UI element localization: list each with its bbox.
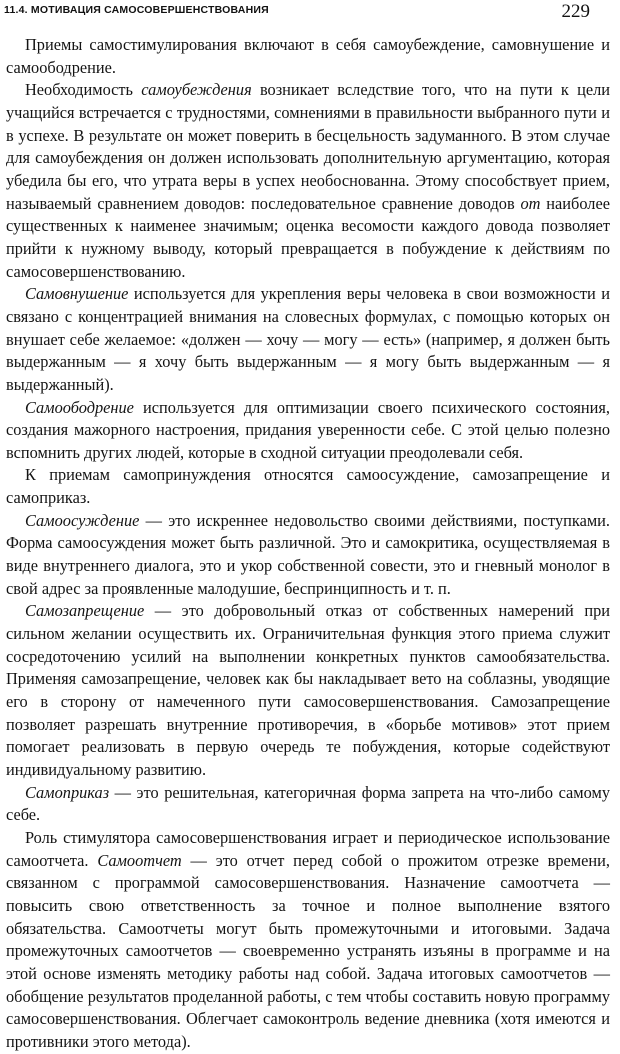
- running-head: 11.4. МОТИВАЦИЯ САМОСОВЕРШЕНСТВОВАНИЯ: [4, 4, 269, 16]
- paragraph-text: К приемам самопринуждения относятся самоосуждение, самозапрещение и самоприказ.: [6, 465, 610, 508]
- term-italic: Самоосуждение: [25, 510, 140, 530]
- paragraph: [6, 79, 610, 283]
- paragraph-text: Приемы самостимулирования включают в себя самоубеждение, самовнушение и самоободрение.: [6, 35, 610, 77]
- paragraph: [6, 464, 610, 509]
- paragraph-text: наиболее существенных к наименее значимым; оценка весомости каждого довода позволяет прийти к нужному выводу, который превращается в побуждение к действиям по самосовершенствованию.: [6, 193, 610, 281]
- paragraph-text: — это отчет перед собой о прожитом отрезке времени, связанном с программой самосовершенствования. Назначение самоотчета — повысить свою ответственность за точное и полное выполнение взятого обязательства. Самоотчеты могут быть промежуточными и итоговыми. Задача промежуточных самоотчетов — своевременно устранять изъяны в программе и на этой основе изменять методику работы над собой. Задача итоговых самоотчетов — обобщение результатов проделанной работы, с тем чтобы составить новую программу самосовершенствования. Облегчает самоконтроль ведение дневника (хотя имеются и противники этого метода).: [6, 850, 610, 1051]
- paragraph-text: Необходимость: [25, 80, 142, 100]
- paragraph: [6, 510, 610, 601]
- term-italic: самоубеждения: [141, 80, 252, 100]
- paragraph-text: — это добровольный отказ от собственных намерений при сильном желании осуществить их. Ограничительная функция этого приема служит сосредоточению усилий на выполнении конкретных пунктов самообязательства. Применяя самозапрещение, человек как бы накладывает вето на соблазны, уводящие его в сторону от намеченного пути самосовершенствования. Самозапрещение позволяет разрешать внутренние противоречия, в «борьбе мотивов» этот прием помогает реализовать в первую очередь те побуждения, которые содействуют индивидуальному развитию.: [6, 601, 610, 779]
- paragraph: [6, 600, 610, 781]
- term-italic: Самовнушение: [25, 284, 129, 304]
- term-italic: Самоприказ: [25, 782, 110, 802]
- page-number: 229: [561, 1, 590, 22]
- paragraph: [6, 34, 610, 79]
- paragraph: [6, 782, 610, 827]
- paragraph-text: — это решительная, категоричная форма запрета на что-либо самому себе.: [6, 782, 610, 825]
- paragraph-text: Роль стимулятора самосовершенствования играет и периодическое использование самоотчета.: [6, 827, 610, 870]
- paragraph: [6, 397, 610, 465]
- body-text: [6, 34, 610, 1054]
- term-italic: от: [520, 193, 541, 213]
- paragraph-text: возникает вследствие того, что на пути к цели учащийся встречается с трудностями, сомнениями в правильности выбранного пути и в успехе. В результате он может поверить в бесцельность задуманного. В этом случае для самоубеждения он должен использовать дополнительную аргументацию, которая убедила бы его, что утрата веры в успех необоснованна. Этому способствует прием, называемый сравнением доводов: последовательное сравнение доводов: [6, 80, 610, 213]
- paragraph: [6, 827, 610, 1054]
- paragraph-text: — это искреннее недовольство своими действиями, поступками. Форма самоосуждения может быть различной. Это и самокритика, осуществляемая в виде внутреннего диалога, это и укор собственной совести, это и гневный монолог в свой адрес за проявленные малодушие, беспринципность и т. п.: [6, 510, 610, 598]
- paragraph-text: используется для укрепления веры человека в свои возможности и связано с концентрацией внимания на словесных формулах, с помощью которых он внушает себе желаемое: «должен — хочу — могу — есть» (например, я должен быть выдержанным — я хочу быть выдержанным — я могу быть выдержанным — я выдержанный).: [6, 284, 610, 394]
- term-italic: Самоотчет: [97, 850, 182, 870]
- term-italic: Самоободрение: [25, 397, 134, 417]
- term-italic: Самозапрещение: [25, 601, 145, 621]
- paragraph: [6, 283, 610, 396]
- paragraph-text: используется для оптимизации своего психического состояния, создания мажорного настроения, придания уверенности себе. С этой целью полезно вспомнить других людей, которые в сходной ситуации преодолевали себя.: [6, 397, 610, 462]
- page-header: [0, 0, 620, 24]
